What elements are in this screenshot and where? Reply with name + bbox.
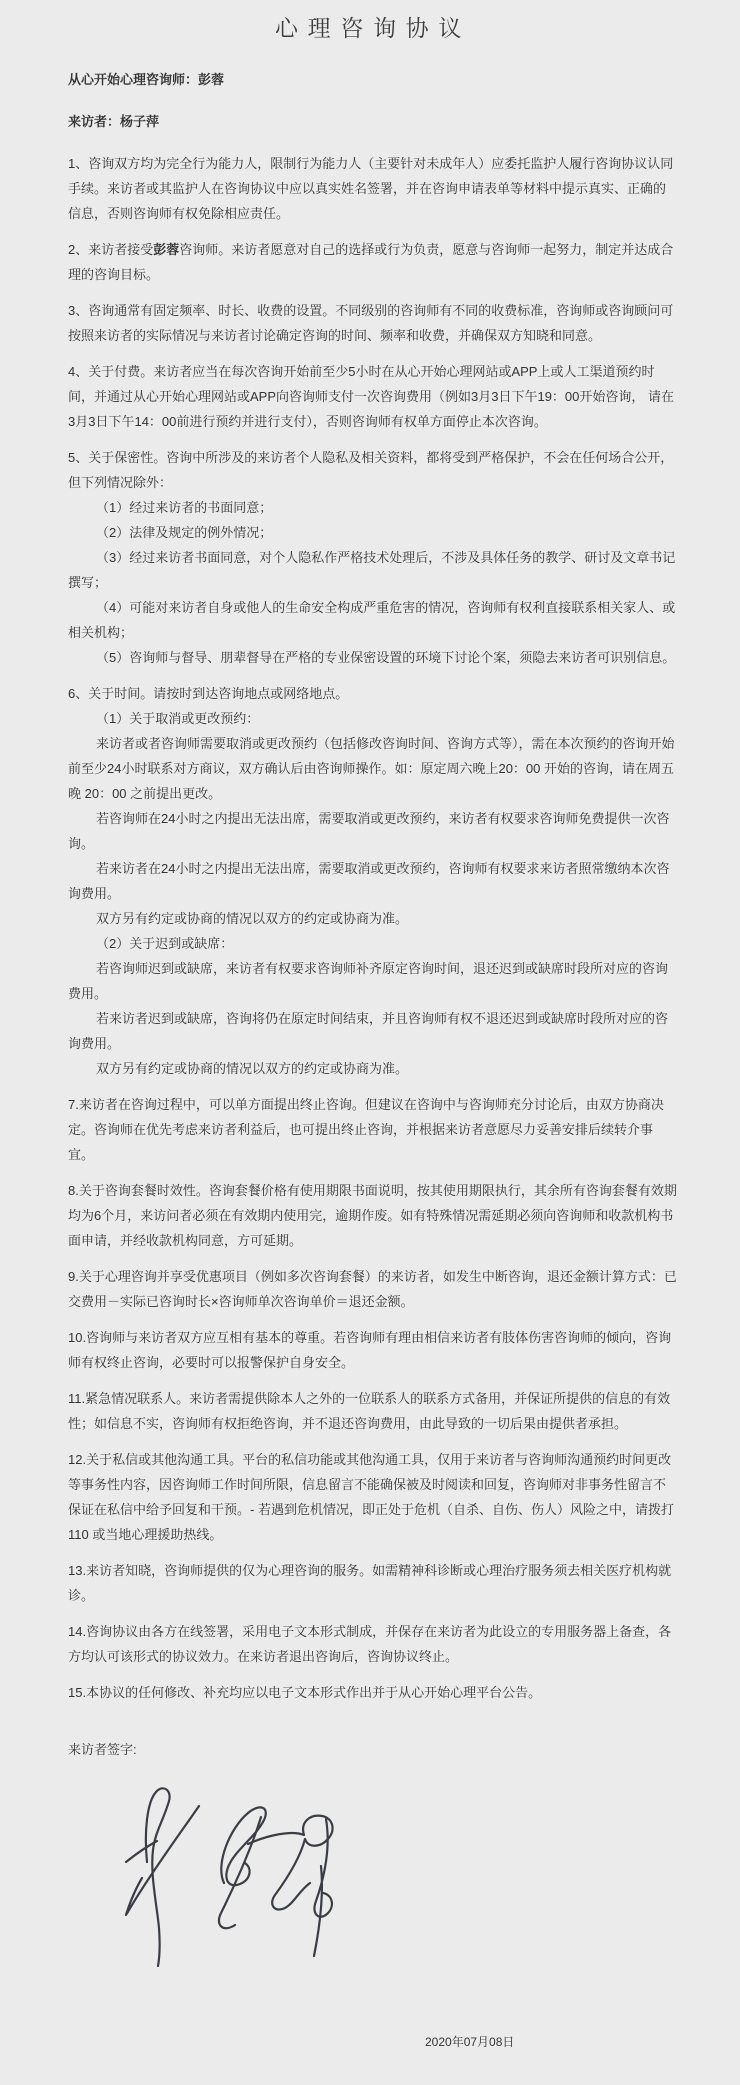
clause-6-sub1-body: 来访者或者咨询师需要取消或更改预约（包括修改咨询时间、咨询方式等），需在本次预约的咨询开始前至少24小时联系对方商议，双方确认后由咨询师操作。如：原定周六晚上20：00 开始的咨询，请在周五晚 20：00 之前提出更改。: [68, 736, 675, 801]
clause-8: 8.关于咨询套餐时效性。咨询套餐价格有使用期限书面说明，按其使用期限执行，其余所有咨询套餐有效期均为6个月，来访问者必须在有效期内使用完，逾期作废。如有特殊情况需延期必须向咨询师和收款机构书面申请，并经收款机构同意，方可延期。: [68, 1183, 677, 1248]
clause-5-item-2: （2）法律及规定的例外情况；: [96, 525, 273, 540]
signature-date-row: [68, 2030, 678, 2055]
clause-10: 10.咨询师与来访者双方应互相有基本的尊重。若咨询师有理由相信来访者有肢体伤害咨询师的倾向，咨询师有权终止咨询，必要时可以报警保护自身安全。: [68, 1330, 672, 1370]
clause-6-sub1-title: （1）关于取消或更改预约：: [96, 711, 260, 726]
clause-5-intro: 5、关于保密性。咨询中所涉及的来访者个人隐私及相关资料，都将受到严格保护，不会在任何场合公开，但下列情况除外：: [68, 450, 674, 490]
clause-14: 14.咨询协议由各方在线签署，采用电子文本形式制成，并保存在来访者为此设立的专用服务器上备查，各方均认可该形式的协议效力。在来访者退出咨询后，咨询协议终止。: [68, 1624, 672, 1664]
signature-stroke: [221, 1807, 265, 1885]
clause-15: 15.本协议的任何修改、补充均应以电子文本形式作出并于从心开始心理平台公告。: [68, 1685, 542, 1700]
signature-stroke: [126, 1806, 199, 1915]
clause-6-intro: 6、关于时间。请按时到达咨询地点或网络地点。: [68, 686, 349, 701]
visitor-signature: [72, 1770, 372, 1980]
signature-date: 2020年07月08日: [425, 2035, 515, 2049]
clause-3: 3、咨询通常有固定频率、时长、收费的设置。不同级别的咨询师有不同的收费标准，咨询师或咨询顾问可按照来访者的实际情况与来访者讨论确定咨询的时间、频率和收费，并确保双方知晓和同意。: [68, 303, 674, 343]
clause-5: [68, 445, 678, 670]
document-title: 心理咨询协议: [275, 15, 471, 41]
clause-6-sub2-line-1: 若咨询师迟到或缺席，来访者有权要求咨询师补齐原定咨询时间，退还迟到或缺席时段所对应的咨询费用。: [68, 961, 669, 1001]
visitor-signature-label: 来访者签字:: [68, 1742, 137, 1757]
clause-5-item-3: （3）经过来访者书面同意，对个人隐私作严格技术处理后，不涉及具体任务的教学、研讨及文章书记撰写；: [68, 550, 676, 590]
clause-6-sub1-line-1: 若咨询师在24小时之内提出无法出席，需要取消或更改预约，来访者有权要求咨询师免费提供一次咨询。: [68, 811, 670, 851]
visitor-line: 来访者：杨子萍: [68, 114, 160, 129]
signature-stroke: [314, 1819, 332, 1956]
clause-13: 13.来访者知晓，咨询师提供的仅为心理咨询的服务。如需精神科诊断或心理治疗服务须去相关医疗机构就诊。: [68, 1563, 672, 1603]
clause-6-sub2-line-2: 若来访者迟到或缺席，咨询将仍在原定时间结束，并且咨询师有权不退还迟到或缺席时段所对应的咨询费用。: [68, 1011, 669, 1051]
clause-5-item-1: （1）经过来访者的书面同意；: [96, 500, 273, 515]
clause-6: [68, 681, 678, 1081]
clause-2: [68, 237, 678, 287]
clause-12: 12.关于私信或其他沟通工具。平台的私信功能或其他沟通工具，仅用于来访者与咨询师沟通预约时间更改等事务性内容，因咨询师工作时间所限，信息留言不能确保被及时阅读和回复，咨询师对非事务性留言不保证在私信中给予回复和干预。- 若遇到危机情况，即正处于危机（自杀、自伤、伤人）风险之中，请拨打 110 或当地心理援助热线。: [68, 1452, 674, 1542]
clause-6-sub1-line-3: 双方另有约定或协商的情况以双方的约定或协商为准。: [96, 911, 409, 926]
clause-11: 11.紧急情况联系人。来访者需提供除本人之外的一位联系人的联系方式备用，并保证所提供的信息的有效性；如信息不实，咨询师有权拒绝咨询，并不退还咨询费用，由此导致的一切后果由提供者承担。: [68, 1391, 671, 1431]
clause-5-item-4: （4）可能对来访者自身或他人的生命安全构成严重危害的情况，咨询师有权利直接联系相关家人、或相关机构；: [68, 600, 676, 640]
clause-7: 7.来访者在咨询过程中，可以单方面提出终止咨询。但建议在咨询中与咨询师充分讨论后，由双方协商决定。咨询师在优先考虑来访者利益后，也可提出终止咨询，并根据来访者意愿尽力妥善安排后续转介事宜。: [68, 1097, 664, 1162]
signature-stroke: [248, 1816, 333, 1910]
signature-stroke: [219, 1817, 261, 1928]
clause-6-sub1-line-2: 若来访者在24小时之内提出无法出席，需要取消或更改预约，咨询师有权要求来访者照常缴纳本次咨询费用。: [68, 861, 670, 901]
clause-5-item-5: （5）咨询师与督导、朋辈督导在严格的专业保密设置的环境下讨论个案，须隐去来访者可识别信息。: [96, 650, 676, 665]
clause-2-counselor-name: 彭蓉: [153, 242, 180, 257]
clause-6-sub2-title: （2）关于迟到或缺席：: [96, 936, 234, 951]
clause-4: 4、关于付费。来访者应当在每次咨询开始前至少5小时在从心开始心理网站或APP上或人工渠道预约时间，并通过从心开始心理网站或APP向咨询师支付一次咨询费用（例如3月3日下午19：00开始咨询， 请在3月3日下午14：00前进行预约并进行支付），否则咨询师有权单方面停止本次咨询。: [68, 364, 675, 429]
clause-2-suffix: 咨询师。来访者愿意对自己的选择或行为负责，愿意与咨询师一起努力，制定并达成合理的咨询目标。: [68, 242, 674, 282]
clause-1: 1、咨询双方均为完全行为能力人，限制行为能力人（主要针对未成年人）应委托监护人履行咨询协议认同手续。来访者或其监护人在咨询协议中应以真实姓名签署，并在咨询申请表单等材料中提示真实、正确的信息，否则咨询师有权免除相应责任。: [68, 156, 674, 221]
counselor-line: 从心开始心理咨询师：彭蓉: [68, 72, 225, 87]
clause-2-prefix: 2、来访者接受: [68, 242, 154, 257]
clause-9: 9.关于心理咨询并享受优惠项目（例如多次咨询套餐）的来访者，如发生中断咨询，退还金额计算方式：已交费用－实际已咨询时长×咨询师单次咨询单价＝退还金额。: [68, 1269, 677, 1309]
clause-6-sub2-line-3: 双方另有约定或协商的情况以双方的约定或协商为准。: [96, 1061, 409, 1076]
